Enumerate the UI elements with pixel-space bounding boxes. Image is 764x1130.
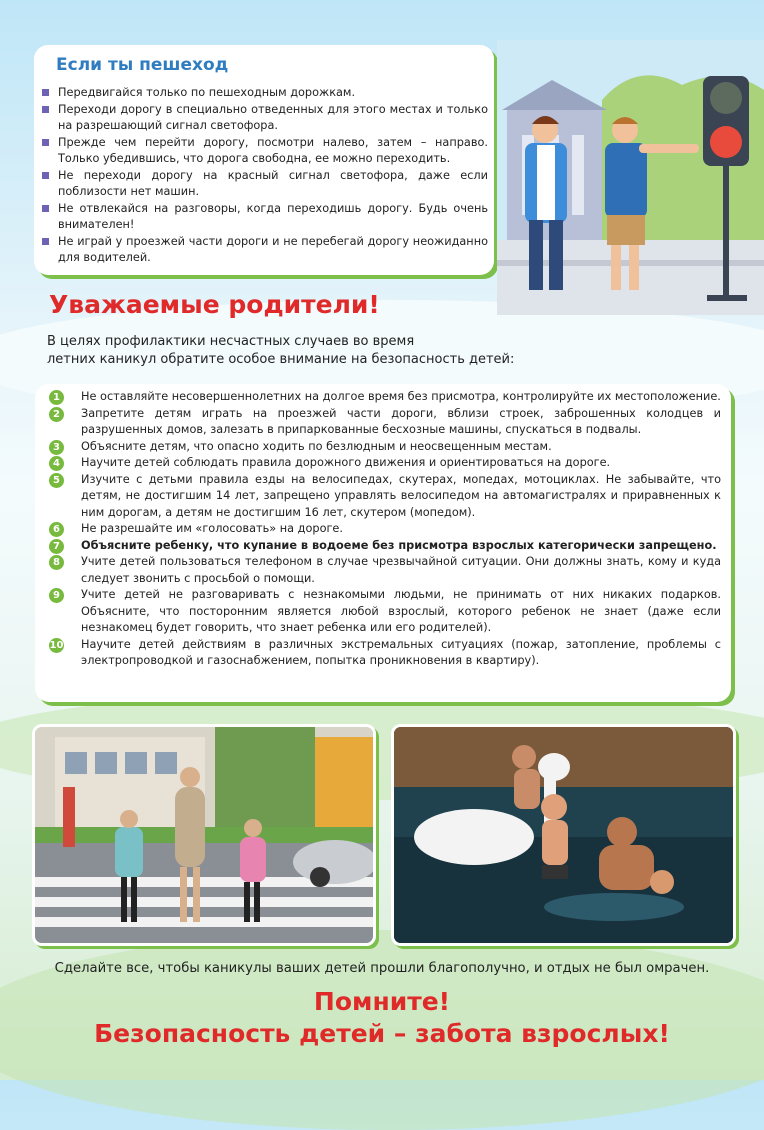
bullet-icon — [42, 238, 49, 245]
number-badge: 3 — [49, 440, 64, 455]
list-item: 10 Научите детей действиям в различных экстремальных ситуациях (пожар, затопление, проблемы с электропроводкой и газоснабжением, попытка проникновения в квартиру). — [49, 637, 721, 667]
number-badge: 8 — [49, 555, 64, 570]
list-item: Прежде чем перейти дорогу, посмотри налево, затем – направо. Только убедившись, что дорога свободна, ее можно переходить. — [42, 135, 488, 168]
bullet-icon — [42, 139, 49, 146]
list-item: 2 Запретите детям играть на проезжей части дороги, вблизи строек, заброшенных колодцев и разрушенных домов, залезать в припаркованные бесхозные машины, спускаться в подвалы. — [45, 406, 721, 439]
pedestrian-rules-list — [42, 85, 488, 267]
number-badge: 6 — [49, 522, 64, 537]
list-item: 3 Объясните детям, что опасно ходить по безлюдным и неосвещенным местам. — [45, 439, 721, 456]
parents-rules-card — [35, 384, 731, 702]
parents-title: Уважаемые родители! — [49, 290, 380, 319]
list-item: 4 Научите детей соблюдать правила дорожного движения и ориентироваться на дороге. — [45, 455, 721, 472]
list-item: 7 Объясните ребенку, что купание в водоеме без присмотра взрослых категорически запрещено. — [45, 538, 721, 555]
remember-heading: Помните! — [313, 987, 451, 1016]
number-badge: 2 — [49, 407, 64, 422]
list-item: Не отвлекайся на разговоры, когда переходишь дорогу. Будь очень внимателен! — [42, 201, 488, 234]
list-item: 9 Учите детей не разговаривать с незнакомыми людьми, не принимать от них никаких подарков. Объясните, что посторонним является любой взрослый, которого ребенок не знает (даже если незнакомец будет говорить, что знает ребенка или его родителей). — [45, 587, 721, 637]
list-item: 8 Учите детей пользоваться телефоном в случае чрезвычайной ситуации. Они должны знать, кому и куда следует звонить с просьбой о помощи. — [45, 554, 721, 587]
number-badge: 1 — [49, 390, 64, 405]
pedestrian-illustration — [497, 40, 764, 315]
list-item: 5 Изучите с детьми правила езды на велосипедах, скутерах, мопедах, мотоциклах. Не забывайте, что детям, не достигшим 14 лет, запрещено управлять велосипедом на автомагистралях и приравненных к ним дорогам, а детям не достигшим 16 лет, скутером (мопедом). — [45, 472, 721, 522]
crosswalk-photo — [32, 724, 376, 946]
bullet-icon — [42, 106, 49, 113]
list-item: Не переходи дорогу на красный сигнал светофора, даже если поблизости нет машин. — [42, 168, 488, 201]
list-item: Передвигайся только по пешеходным дорожкам. — [42, 85, 488, 102]
bullet-icon — [42, 89, 49, 96]
pedestrian-title: Если ты пешеход — [56, 55, 229, 75]
pedestrian-rules-card — [34, 45, 494, 275]
swimming-photo — [391, 724, 736, 946]
parents-intro: В целях профилактики несчастных случаев во время летних каникул обратите особое внимание на безопасность детей: — [47, 334, 515, 367]
number-badge: 5 — [49, 473, 64, 488]
closing-text: Сделайте все, чтобы каникулы ваших детей прошли благополучно, и отдых не был омрачен. — [54, 961, 710, 976]
list-item: 1 Не оставляйте несовершеннолетних на долгое время без присмотра, контролируйте их местоположение. — [45, 389, 721, 406]
number-badge: 9 — [49, 588, 64, 603]
bullet-icon — [42, 205, 49, 212]
remember-slogan: Безопасность детей – забота взрослых! — [94, 1019, 670, 1048]
number-badge: 7 — [49, 539, 64, 554]
list-item: 6 Не разрешайте им «голосовать» на дороге. — [45, 521, 721, 538]
list-item: Переходи дорогу в специально отведенных для этого местах и только на разрешающий сигнал светофора. — [42, 102, 488, 135]
bullet-icon — [42, 172, 49, 179]
number-badge: 10 — [49, 639, 64, 651]
number-badge: 4 — [49, 456, 64, 471]
list-item: Не играй у проезжей части дороги и не перебегай дорогу неожиданно для водителей. — [42, 234, 488, 267]
parents-rules-list — [45, 389, 721, 670]
